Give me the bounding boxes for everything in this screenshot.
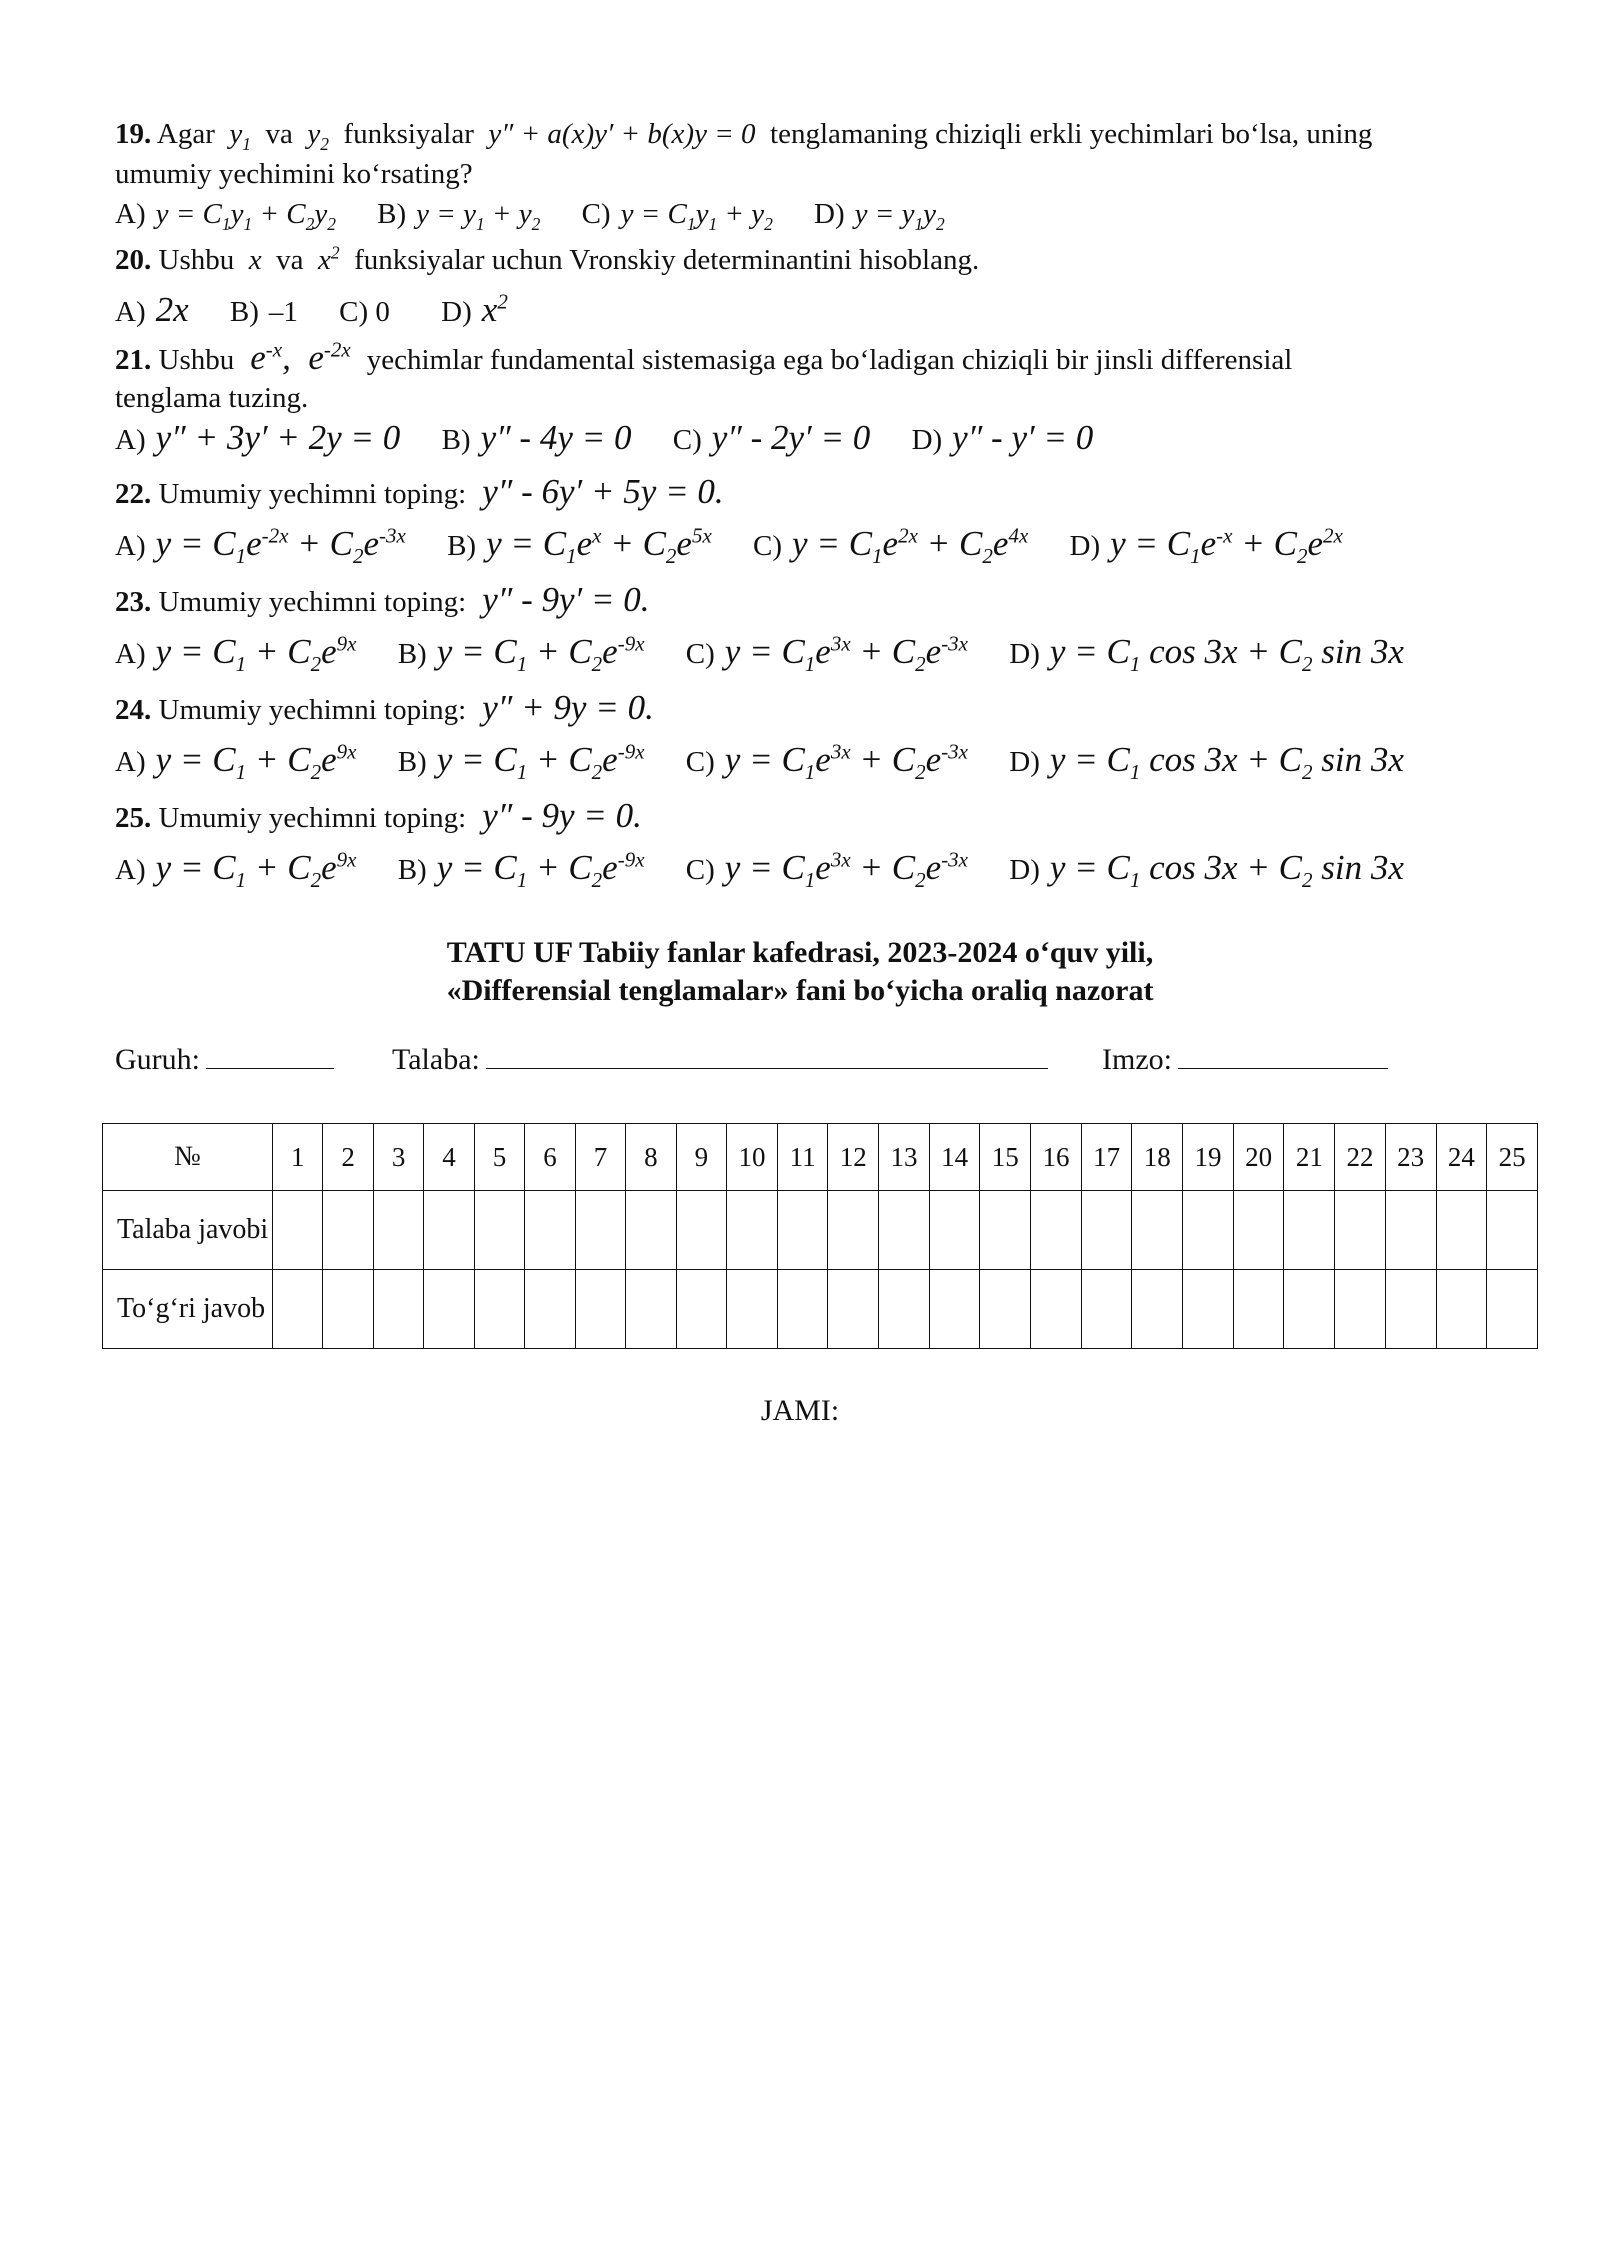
question-text: tenglama tuzing. xyxy=(115,382,309,414)
answer-cell[interactable] xyxy=(575,1270,625,1349)
answer-cell[interactable] xyxy=(1284,1191,1335,1270)
answer-cell[interactable] xyxy=(676,1270,726,1349)
question-number: 24. xyxy=(115,694,152,726)
option-a[interactable]: A) $y = C_1 + C_2e^{9x}$ xyxy=(115,739,357,784)
answer-cell[interactable] xyxy=(777,1191,828,1270)
question-text: umumiy yechimini ko‘rsating? xyxy=(115,158,473,190)
option-a[interactable]: A) 2x xyxy=(115,290,189,329)
header-cell: 13 xyxy=(879,1124,930,1191)
answer-cell[interactable] xyxy=(727,1191,778,1270)
signature-field xyxy=(1102,1040,1388,1077)
answer-cell[interactable] xyxy=(525,1270,575,1349)
option-c[interactable]: C) 0 xyxy=(339,296,390,328)
answer-cell[interactable] xyxy=(1284,1270,1335,1349)
question-20 xyxy=(115,244,979,277)
answer-cell[interactable] xyxy=(727,1270,778,1349)
question-text: Ushbu xyxy=(158,344,235,376)
student-input[interactable] xyxy=(486,1040,1048,1069)
group-input[interactable] xyxy=(206,1040,334,1069)
header-cell: 7 xyxy=(575,1124,625,1191)
question-19 xyxy=(115,118,1373,154)
answer-cell[interactable] xyxy=(676,1191,726,1270)
option-b[interactable]: B) $y = C_1 + C_2e^{-9x}$ xyxy=(397,847,645,892)
answer-cell[interactable] xyxy=(1385,1270,1436,1349)
question-20-options xyxy=(115,290,542,330)
formula-equation: y″ - 9y′ = 0. xyxy=(473,580,650,619)
question-text: Ushbu xyxy=(158,244,235,276)
student-answer-row xyxy=(103,1191,1538,1270)
signature-label: Imzo: xyxy=(1102,1043,1172,1076)
question-text: funksiyalar xyxy=(343,118,474,150)
option-b[interactable]: B) –1 xyxy=(229,296,298,328)
answer-cell[interactable] xyxy=(373,1191,423,1270)
answer-cell[interactable] xyxy=(1183,1270,1234,1349)
header-cell: 6 xyxy=(525,1124,575,1191)
footer-title-line2: «Differensial tenglamalar» fani bo‘yicha oraliq nazorat xyxy=(446,974,1154,1007)
formula-x-squared: $x^2$ xyxy=(310,242,340,276)
student-field xyxy=(392,1040,1048,1077)
option-b[interactable]: B) $y = C_1 + C_2e^{-9x}$ xyxy=(397,631,645,676)
formula-exp-neg-x: $e^{-x}$, $e^{-2x}$ xyxy=(241,337,351,377)
header-cell: 17 xyxy=(1081,1124,1132,1191)
question-number: 19. xyxy=(115,118,152,150)
question-24-options xyxy=(115,739,1438,784)
header-cell: 23 xyxy=(1385,1124,1436,1191)
answer-cell[interactable] xyxy=(1335,1270,1386,1349)
answer-cell[interactable] xyxy=(980,1191,1031,1270)
footer-title-line1: TATU UF Tabiiy fanlar kafedrasi, 2023-2024 o‘quv yili, xyxy=(446,936,1154,969)
question-23 xyxy=(115,580,650,620)
header-cell: 20 xyxy=(1233,1124,1284,1191)
answer-cell[interactable] xyxy=(1436,1270,1487,1349)
header-cell: 15 xyxy=(980,1124,1031,1191)
header-cell: 3 xyxy=(373,1124,423,1191)
header-cell: 4 xyxy=(424,1124,474,1191)
question-text: Umumiy yechimni toping: xyxy=(158,802,467,834)
question-23-options xyxy=(115,631,1438,676)
header-cell: 9 xyxy=(676,1124,726,1191)
question-25 xyxy=(115,796,642,836)
header-cell: 1 xyxy=(272,1124,322,1191)
formula-equation: y″ - 6y′ + 5y = 0. xyxy=(473,472,724,511)
header-cell: 22 xyxy=(1335,1124,1386,1191)
answer-cell[interactable] xyxy=(272,1191,322,1270)
answer-cell[interactable] xyxy=(323,1191,373,1270)
question-21-cont xyxy=(115,382,308,415)
option-c[interactable]: C) $y = C_1e^{2x} + C_2e^{4x}$ xyxy=(753,523,1029,568)
option-a[interactable]: A) $y = C_1 + C_2e^{9x}$ xyxy=(115,631,357,676)
question-number: 22. xyxy=(115,478,152,510)
answer-cell[interactable] xyxy=(980,1270,1031,1349)
question-number: 23. xyxy=(115,586,152,618)
option-c[interactable]: C) $y = C_1e^{3x} + C_2e^{-3x}$ xyxy=(685,631,969,676)
answer-cell[interactable] xyxy=(474,1270,524,1349)
question-19-cont xyxy=(115,158,473,191)
question-25-options xyxy=(115,847,1438,892)
answer-cell[interactable] xyxy=(1132,1191,1183,1270)
option-a[interactable]: A) $y = C_1e^{-2x} + C_2e^{-3x}$ xyxy=(115,523,406,568)
answer-cell[interactable] xyxy=(1487,1191,1538,1270)
answer-cell[interactable] xyxy=(575,1191,625,1270)
answer-cell[interactable] xyxy=(1436,1191,1487,1270)
answer-cell[interactable] xyxy=(1335,1191,1386,1270)
question-number: 20. xyxy=(115,244,152,276)
answer-cell[interactable] xyxy=(1233,1191,1284,1270)
header-cell: 11 xyxy=(777,1124,828,1191)
header-cell: 16 xyxy=(1031,1124,1082,1191)
question-19-options xyxy=(115,198,979,234)
answer-cell[interactable] xyxy=(1031,1270,1082,1349)
question-text: tenglamaning chiziqli erkli yechimlari bo‘lsa, uning xyxy=(770,118,1373,150)
header-cell: 18 xyxy=(1132,1124,1183,1191)
question-text: Umumiy yechimni toping: xyxy=(158,478,467,510)
answer-cell[interactable] xyxy=(1132,1270,1183,1349)
answer-table-header xyxy=(103,1124,1538,1191)
option-b[interactable]: B) $y = C_1 + C_2e^{-9x}$ xyxy=(397,739,645,784)
answer-cell[interactable] xyxy=(828,1270,879,1349)
question-number: 21. xyxy=(115,344,152,376)
question-text: Umumiy yechimni toping: xyxy=(158,586,467,618)
question-22-options xyxy=(115,523,1377,568)
answer-cell[interactable] xyxy=(272,1270,322,1349)
formula-equation: y″ + a(x)y′ + b(x)y = 0 xyxy=(481,118,763,150)
header-cell: 19 xyxy=(1183,1124,1234,1191)
total-label: JAMI: xyxy=(760,1394,840,1427)
option-c[interactable]: C) $y = C_1y_1 + y_2$ xyxy=(581,198,773,234)
option-d[interactable]: D) $y = y_1y_2$ xyxy=(814,198,945,234)
answer-cell[interactable] xyxy=(929,1191,980,1270)
option-d[interactable]: D) $y = C_1e^{-x} + C_2e^{2x}$ xyxy=(1069,523,1343,568)
answer-cell[interactable] xyxy=(424,1270,474,1349)
header-cell: 2 xyxy=(323,1124,373,1191)
correct-answer-label: To‘g‘ri javob xyxy=(103,1270,273,1349)
option-c[interactable]: C) $y = C_1e^{3x} + C_2e^{-3x}$ xyxy=(685,847,969,892)
header-cell: 12 xyxy=(828,1124,879,1191)
group-field xyxy=(115,1040,334,1077)
question-24 xyxy=(115,688,654,728)
answer-cell[interactable] xyxy=(1233,1270,1284,1349)
formula-y2: $y_2$ xyxy=(300,118,329,154)
formula-equation: y″ - 9y = 0. xyxy=(473,796,642,835)
question-text: Umumiy yechimni toping: xyxy=(158,694,467,726)
answer-table xyxy=(102,1123,1538,1349)
answer-cell[interactable] xyxy=(879,1270,930,1349)
answer-cell[interactable] xyxy=(1031,1191,1082,1270)
header-cell: 24 xyxy=(1436,1124,1487,1191)
answer-cell[interactable] xyxy=(474,1191,524,1270)
option-c[interactable]: C) y″ - 2y′ = 0 xyxy=(672,418,871,457)
formula-x: x xyxy=(241,244,269,276)
option-c[interactable]: C) $y = C_1e^{3x} + C_2e^{-3x}$ xyxy=(685,739,969,784)
answer-cell[interactable] xyxy=(777,1270,828,1349)
question-text: yechimlar fundamental sistemasiga ega bo‘ladigan chiziqli bir jinsli differensial xyxy=(366,344,1293,376)
option-b[interactable]: B) y″ - 4y = 0 xyxy=(441,418,632,457)
option-d[interactable]: D) $y = C_1$ $\cos 3x + C_2$ sin 3x xyxy=(1009,740,1404,784)
question-21 xyxy=(115,338,1525,378)
option-a[interactable]: A) y″ + 3y′ + 2y = 0 xyxy=(115,418,401,457)
option-d[interactable]: D) y″ - y′ = 0 xyxy=(911,418,1094,457)
option-b[interactable]: B) $y = y_1 + y_2$ xyxy=(377,198,541,234)
question-text: va xyxy=(276,244,304,276)
answer-cell[interactable] xyxy=(626,1270,676,1349)
header-cell: 10 xyxy=(727,1124,778,1191)
option-a[interactable]: A) $y = C_1y_1 + C_2y_2$ xyxy=(115,198,336,234)
header-number-label: № xyxy=(103,1124,273,1191)
option-d[interactable]: D) $y = C_1$ $\cos 3x + C_2$ sin 3x xyxy=(1009,632,1404,676)
group-label: Guruh: xyxy=(115,1043,200,1076)
answer-cell[interactable] xyxy=(626,1191,676,1270)
answer-cell[interactable] xyxy=(373,1270,423,1349)
option-d[interactable]: D) $x^2$ xyxy=(441,289,508,329)
header-cell: 8 xyxy=(626,1124,676,1191)
answer-cell[interactable] xyxy=(1081,1270,1132,1349)
question-22 xyxy=(115,472,724,512)
header-cell: 21 xyxy=(1284,1124,1335,1191)
question-text: va xyxy=(265,118,293,150)
question-text: Agar xyxy=(156,118,215,150)
answer-cell[interactable] xyxy=(1183,1191,1234,1270)
question-21-options xyxy=(115,418,1127,458)
answer-cell[interactable] xyxy=(1487,1270,1538,1349)
student-label: Talaba: xyxy=(392,1043,480,1076)
formula-equation: y″ + 9y = 0. xyxy=(473,688,654,727)
answer-cell[interactable] xyxy=(1385,1191,1436,1270)
question-number: 25. xyxy=(115,802,152,834)
signature-input[interactable] xyxy=(1178,1040,1388,1069)
correct-answer-row xyxy=(103,1270,1538,1349)
answer-cell[interactable] xyxy=(1081,1191,1132,1270)
question-text: funksiyalar uchun Vronskiy determinantini hisoblang. xyxy=(354,244,980,276)
formula-y1: $y_1$ xyxy=(222,118,251,154)
option-d[interactable]: D) $y = C_1$ $\cos 3x + C_2$ sin 3x xyxy=(1009,848,1404,892)
answer-cell[interactable] xyxy=(929,1270,980,1349)
option-a[interactable]: A) $y = C_1 + C_2e^{9x}$ xyxy=(115,847,357,892)
answer-cell[interactable] xyxy=(323,1270,373,1349)
answer-cell[interactable] xyxy=(525,1191,575,1270)
student-answer-label: Talaba javobi xyxy=(103,1191,273,1270)
answer-cell[interactable] xyxy=(879,1191,930,1270)
option-b[interactable]: B) $y = C_1e^x + C_2e^{5x}$ xyxy=(447,523,712,568)
header-cell: 14 xyxy=(929,1124,980,1191)
header-cell: 25 xyxy=(1487,1124,1538,1191)
header-cell: 5 xyxy=(474,1124,524,1191)
answer-cell[interactable] xyxy=(424,1191,474,1270)
answer-cell[interactable] xyxy=(828,1191,879,1270)
